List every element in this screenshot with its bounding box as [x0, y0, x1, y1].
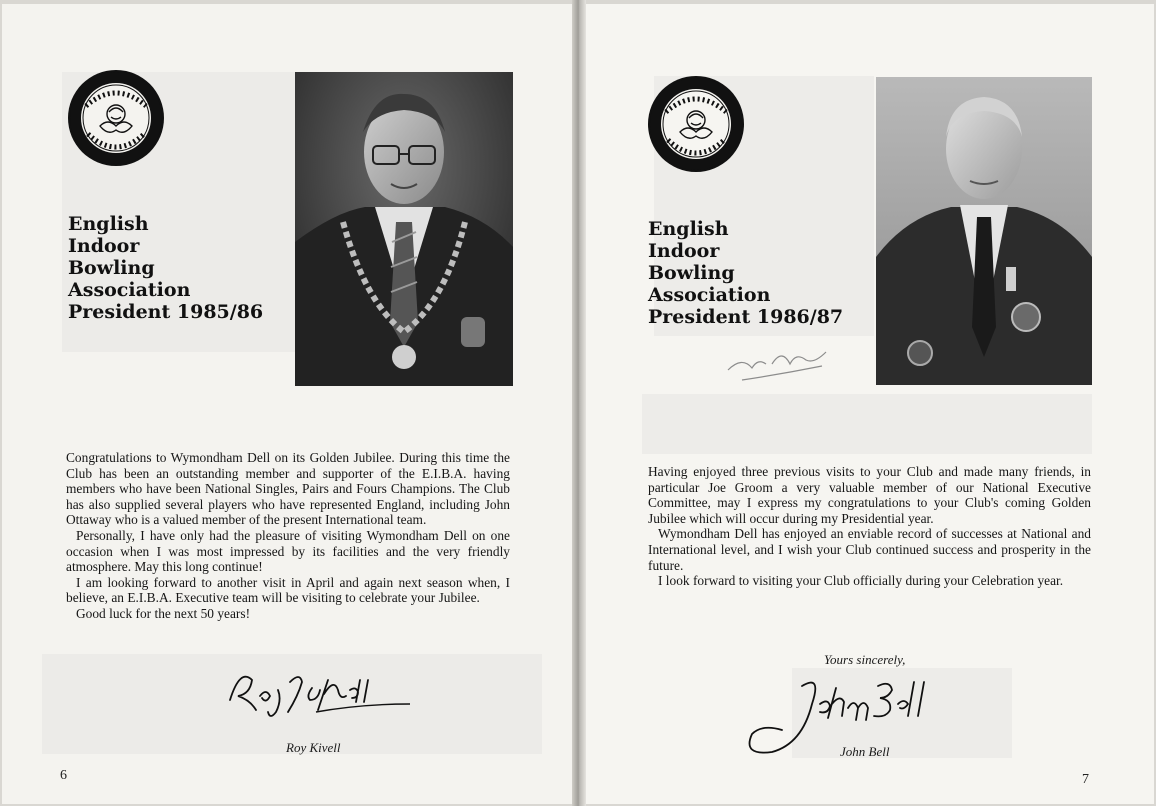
org-title: [648, 218, 843, 328]
page-number: 6: [60, 768, 67, 783]
org-line: Indoor: [648, 240, 720, 262]
book-gutter: [572, 0, 586, 806]
org-line: Association: [648, 284, 771, 306]
left-page: [2, 4, 578, 804]
paragraph: Having enjoyed three previous visits to your Club and made many friends, in particular Joe Groom a very valuable member of our National Executive Committee, may I express my congratulations to your Club's coming Golden Jubilee which will occur during my Presidential year.: [648, 464, 1091, 526]
paragraph: Personally, I have only had the pleasure of visiting Wymondham Dell on one occasion when I was most impressed by its facilities and the very friendly atmosphere. May this long continue!: [66, 527, 510, 575]
president-photo: [295, 72, 513, 386]
org-line: English: [648, 218, 729, 240]
show-through-panel: [642, 394, 1092, 454]
handwritten-signature: [732, 664, 932, 764]
page-number: 7: [1082, 772, 1089, 787]
paragraph: I am looking forward to another visit in April and again next season when, I believe, an E.I.B.A. Executive team will be visiting to celebrate your Jubilee.: [66, 574, 510, 606]
eiba-emblem-icon: [648, 76, 744, 172]
paragraph: Wymondham Dell has enjoyed an enviable record of successes at National and International level, and I wish your Club continued success and prosperity in the future.: [648, 526, 1091, 573]
org-line: English: [68, 213, 149, 235]
president-photo: [876, 77, 1092, 385]
president-year: President 1985/86: [68, 301, 264, 323]
president-year: President 1986/87: [648, 306, 844, 328]
eiba-emblem-icon: [68, 70, 164, 166]
handwritten-signature: [220, 660, 420, 728]
org-title: [68, 213, 263, 323]
letter-body: [66, 450, 510, 622]
closing-salutation: Yours sincerely,: [824, 652, 906, 667]
eiba-logo: [68, 70, 164, 166]
org-line: Bowling: [68, 257, 155, 279]
org-line: Bowling: [648, 262, 735, 284]
letter-body: [648, 464, 1091, 589]
signatory-name: John Bell: [840, 744, 890, 759]
eiba-logo: [648, 76, 744, 172]
right-page: [582, 4, 1154, 804]
signatory-name: Roy Kivell: [286, 740, 341, 755]
org-line: Association: [68, 279, 191, 301]
faint-show-through-signature: [722, 334, 862, 388]
paragraph: Congratulations to Wymondham Dell on its Golden Jubilee. During this time the Club has been an outstanding member and supporter of the E.I.B.A. having members who have been National Singles, Pairs and Fours Champions. The Club has also supplied several players who have represented England, including John Ottaway who is a valued member of the present International team.: [66, 450, 510, 528]
org-line: Indoor: [68, 235, 140, 257]
paragraph: Good luck for the next 50 years!: [76, 605, 251, 621]
paragraph: I look forward to visiting your Club officially during your Celebration year.: [658, 573, 1064, 589]
